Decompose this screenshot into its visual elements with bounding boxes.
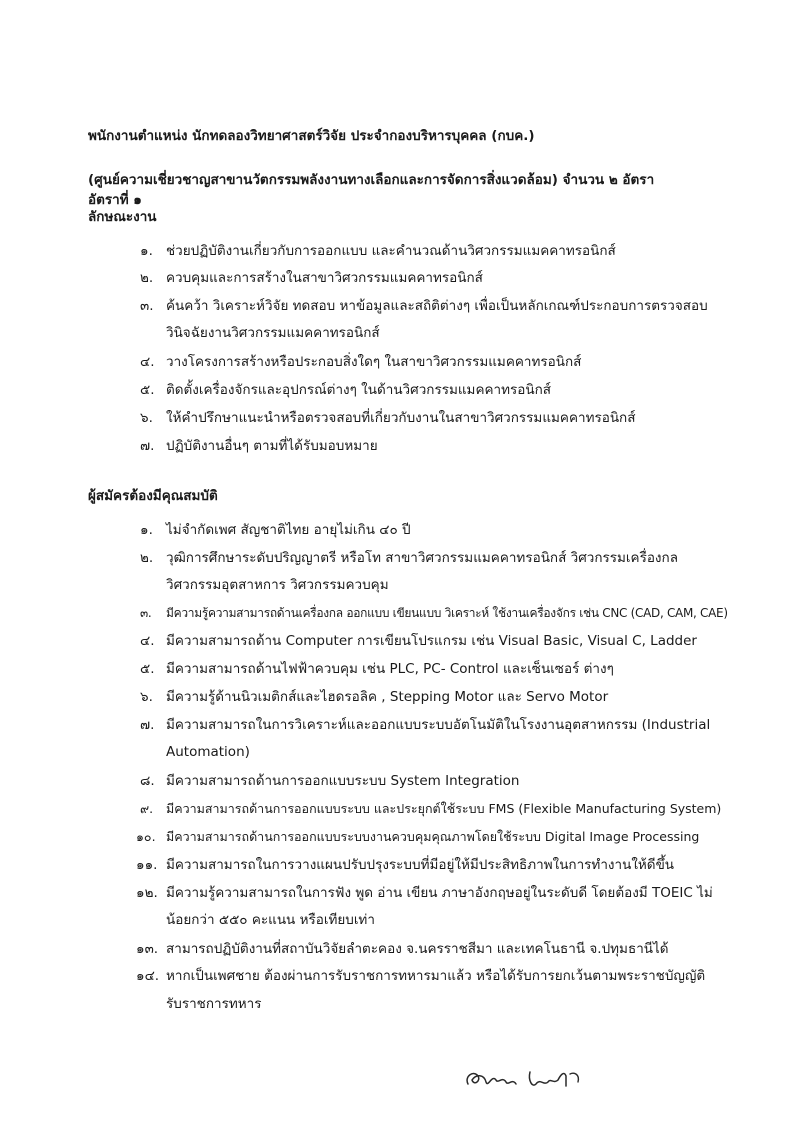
item-text: สามารถปฏิบัติงานที่สถาบันวิจัยลำตะคอง จ.นครราชสีมา และเทคโนธานี จ.ปทุมธานีได้ [166,941,669,957]
item-text: มีความสามารถด้านไฟฟ้าควบคุม เช่น PLC, PC- Control และเซ็นเซอร์ ต่างๆ [166,661,614,677]
item-text: ปฏิบัติงานอื่นๆ ตามที่ได้รับมอบหมาย [166,438,378,454]
item-number: ๙. [140,801,154,816]
item-text: ติดตั้งเครื่องจักรและอุปกรณ์ต่างๆ ในด้านวิศวกรรมแมคคาทรอนิกส์ [166,382,552,398]
list-item [140,799,721,819]
list-item [136,827,699,847]
list-item [140,380,551,400]
item-continuation: รับราชการทหาร [166,996,262,1012]
item-number: ๑๐. [136,829,156,844]
item-number: ๔. [140,354,155,370]
item-number: ๑๑. [136,857,158,873]
list-item [136,855,674,875]
rate-heading: อัตราที่ ๑ [88,192,142,208]
item-number: ๖. [140,410,153,426]
item-number: ๔. [140,633,155,649]
list-item [140,296,708,316]
item-number: ๓. [140,606,152,620]
item-number: ๓. [140,298,154,314]
list-item [140,631,697,651]
item-continuation: น้อยกว่า ๕๕๐ คะแนน หรือเทียบเท่า [166,912,375,928]
item-text: หากเป็นเพศชาย ต้องผ่านการรับราชการทหารมาแล้ว หรือได้รับการยกเว้นตามพระราชบัญญัติ [166,968,706,984]
item-number: ๗. [140,717,155,733]
item-text: มีความสามารถด้านการออกแบบระบบ และประยุกต์ใช้ระบบ FMS (Flexible Manufacturing System) [166,801,722,816]
item-continuation: วิศวกรรมอุตสาหการ วิศวกรรมควบคุม [166,577,389,593]
item-text: มีความรู้ความสามารถในการฟัง พูด อ่าน เขียน ภาษาอังกฤษอยู่ในระดับดี โดยต้องมี TOEIC ไม่ [166,885,713,901]
item-text: มีความสามารถในการวางแผนปรับปรุงระบบที่มีอยู่ให้มีประสิทธิภาพในการทำงานให้ดีขึ้น [166,857,675,873]
item-number: ๖. [140,689,153,705]
item-continuation: Automation) [166,744,250,760]
item-number: ๑๓. [136,941,159,957]
position-heading: พนักงานตำแหน่ง นักทดลองวิทยาศาสตร์วิจัย ประจำกองบริหารบุคคล (กบค.) [88,128,535,144]
item-text: มีความสามารถด้านการออกแบบระบบงานควบคุมคุณภาพโดยใช้ระบบ Digital Image Processing [166,829,700,844]
list-item [140,548,678,568]
item-number: ๗. [140,438,155,454]
list-item [140,268,483,288]
item-text: มีความรู้ความสามารถด้านเครื่องกล ออกแบบ เขียนแบบ วิเคราะห์ ใช้งานเครื่องจักร เช่น CNC (CAD, CAM, CAE) [166,606,728,620]
list-item [140,352,581,372]
qual-section-title: ผู้สมัครต้องมีคุณสมบัติ [88,488,218,504]
item-text: ควบคุมและการสร้างในสาขาวิศวกรรมแมคคาทรอนิกส์ [166,270,483,286]
signature-icon [462,1062,592,1096]
item-text: ช่วยปฏิบัติงานเกี่ยวกับการออกแบบ และคำนวณด้านวิศวกรรมแมคคาทรอนิกส์ [166,243,616,259]
item-text: วุฒิการศึกษาระดับปริญญาตรี หรือโท สาขาวิศวกรรมแมคคาทรอนิกส์ วิศวกรรมเครื่องกล [166,550,678,566]
list-item [140,659,614,679]
item-text: มีความสามารถด้านการออกแบบระบบ System Integration [166,773,520,789]
item-text: วางโครงการสร้างหรือประกอบสิ่งใดๆ ในสาขาวิศวกรรมแมคคาทรอนิกส์ [166,354,582,370]
list-item [140,408,635,428]
item-number: ๑๔. [136,968,160,984]
list-item [140,603,728,623]
signature [462,1062,592,1096]
list-item [140,520,411,540]
item-text: มีความสามารถในการวิเคราะห์และออกแบบระบบอัตโนมัติในโรงงานอุตสาหกรรม (Industrial [166,717,711,733]
center-heading: (ศูนย์ความเชี่ยวชาญสาขานวัตกรรมพลังงานทางเลือกและการจัดการสิ่งแวดล้อม) จำนวน ๒ อัตรา [88,172,655,188]
item-text: มีความรู้ด้านนิวเมติกส์และไฮดรอลิค , Stepping Motor และ Servo Motor [166,689,609,705]
item-text: ไม่จำกัดเพศ สัญชาติไทย อายุไม่เกิน ๔๐ ปี [166,522,411,538]
list-item [136,966,705,986]
item-number: ๑. [140,243,153,259]
item-number: ๕. [140,382,155,398]
item-number: ๘. [140,773,155,789]
list-item [140,771,519,791]
item-number: ๒. [140,550,154,566]
item-text: มีความสามารถด้าน Computer การเขียนโปรแกรม เช่น Visual Basic, Visual C, Ladder [166,633,697,649]
item-number: ๕. [140,661,155,677]
item-number: ๒. [140,270,154,286]
list-item [136,883,713,903]
item-text: ให้คำปรึกษาแนะนำหรือตรวจสอบที่เกี่ยวกับงานในสาขาวิศวกรรมแมคคาทรอนิกส์ [166,410,636,426]
item-text: ค้นคว้า วิเคราะห์วิจัย ทดสอบ หาข้อมูลและสถิติต่างๆ เพื่อเป็นหลักเกณฑ์ประกอบการตรวจสอบ [166,298,708,314]
item-number: ๑. [140,522,153,538]
item-number: ๑๒. [136,885,158,901]
job-section-title: ลักษณะงาน [88,209,157,225]
list-item [140,241,616,261]
item-continuation: วินิจฉัยงานวิศวกรรมแมคคาทรอนิกส์ [166,325,380,341]
list-item [140,436,378,456]
list-item [136,939,669,959]
list-item [140,687,608,707]
list-item [140,715,710,735]
